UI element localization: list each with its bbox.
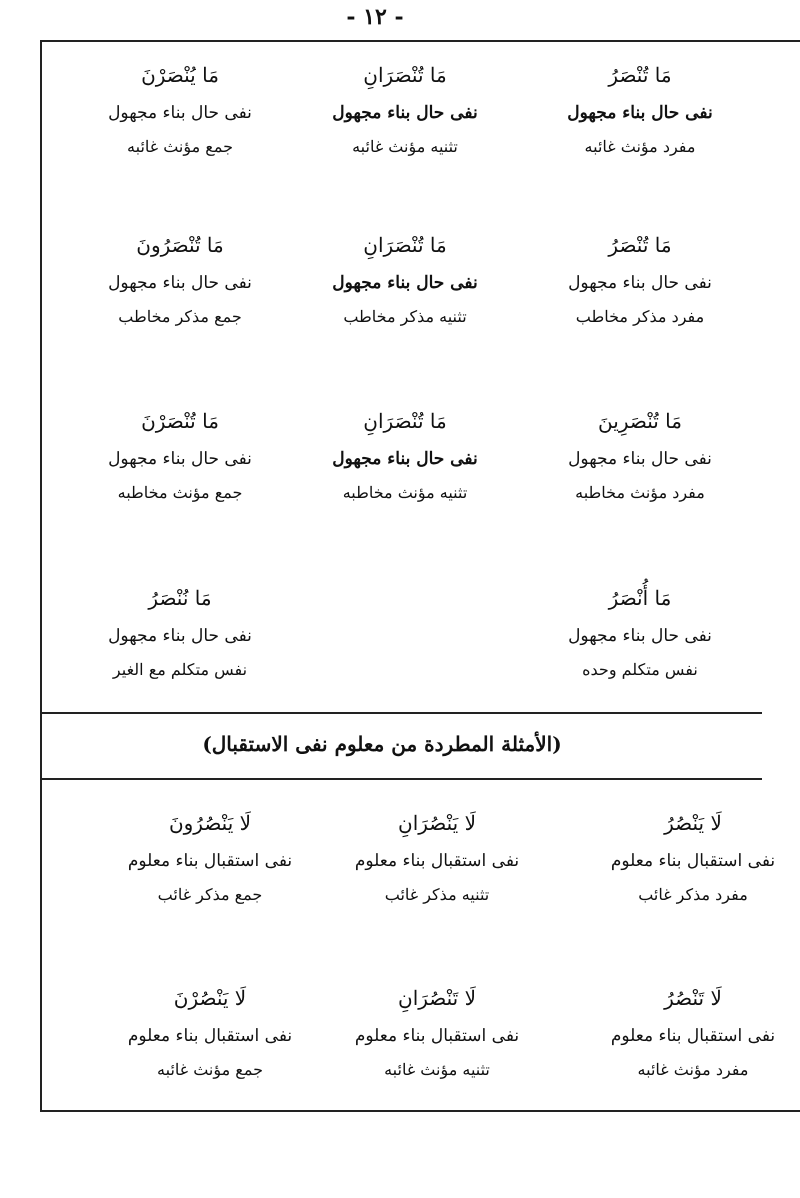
verb-person: نفس متكلم مع الغير [112,660,248,679]
section-heading-band [42,712,762,780]
verb-description: نفى استقبال بناء معلوم [354,1026,520,1046]
verb-person: جمع مؤنث مخاطبه [117,483,243,502]
table-cell [332,985,542,1081]
table-cell [588,810,798,906]
verb-person: مفرد مذكر غائب [638,885,748,904]
verb-person: تثنيه مذكر غائب [384,885,490,904]
verb-description: نفى استقبال بناء معلوم [127,1026,293,1046]
verb-person: جمع مذكر مخاطب [118,307,242,326]
verb-description: نفى حال بناء مجهول [332,449,478,469]
verb-description: نفى استقبال بناء معلوم [610,1026,776,1046]
verb-form: مَا تُنْصَرَانِ [363,409,447,433]
verb-form: لَا يَنْصُرَانِ [398,811,476,835]
verb-description: نفى استقبال بناء معلوم [354,851,520,871]
table-cell [535,232,745,328]
verb-description: نفى استقبال بناء معلوم [127,851,293,871]
table-cell [105,810,315,906]
verb-description: نفى حال بناء مجهول [108,103,252,123]
verb-form: مَا أُنْصَرُ [608,586,672,610]
verb-person: تثنيه مؤنث مخاطبه [342,483,468,502]
verb-form: لَا يَنْصُرُ [664,811,722,835]
verb-description: نفى حال بناء مجهول [568,273,712,293]
table-cell [75,62,285,158]
verb-person: تثنيه مذكر مخاطب [343,307,467,326]
verb-form: مَا يُنْصَرْنَ [141,63,219,87]
verb-form: مَا تُنْصَرَانِ [363,63,447,87]
verb-form: لَا يَنْصُرْنَ [173,986,247,1010]
table-cell [75,232,285,328]
section-heading: (الأمثلة المطردة من معلوم نفى الاستقبال) [202,732,562,756]
verb-person: مفرد مؤنث مخاطبه [575,483,705,502]
verb-person: جمع مؤنث غائبه [157,1060,263,1079]
table-cell [535,585,745,681]
page-number: - ١٢ - [346,4,404,30]
table-cell [300,62,510,158]
verb-form: مَا تُنْصَرُ [608,63,672,87]
verb-form: لَا يَنْصُرُونَ [168,811,252,835]
table-cell [300,232,510,328]
verb-form: مَا تُنْصَرِينَ [598,409,682,433]
verb-person: تثنيه مؤنث غائبه [352,137,458,156]
verb-person: جمع مذكر غائب [157,885,263,904]
verb-description: نفى استقبال بناء معلوم [610,851,776,871]
table-cell [300,408,510,504]
table-cell [75,408,285,504]
table-cell [535,62,745,158]
table-cell [75,585,285,681]
verb-form: مَا تُنْصَرْنَ [141,409,219,433]
verb-form: مَا تُنْصَرُونَ [136,233,224,257]
verb-form: لَا تَنْصُرَانِ [398,986,476,1010]
verb-form: مَا تُنْصَرَانِ [363,233,447,257]
table-cell [332,810,542,906]
verb-description: نفى حال بناء مجهول [568,626,712,646]
verb-person: مفرد مؤنث غائبه [637,1060,749,1079]
verb-person: مفرد مذكر مخاطب [575,307,705,326]
verb-description: نفى حال بناء مجهول [332,103,478,123]
verb-person: جمع مؤنث غائبه [127,137,233,156]
verb-person: تثنيه مؤنث غائبه [384,1060,490,1079]
verb-form: لَا تَنْصُرُ [664,986,722,1010]
verb-person: مفرد مؤنث غائبه [584,137,696,156]
verb-description: نفى حال بناء مجهول [108,273,252,293]
page-frame [40,40,800,1112]
verb-description: نفى حال بناء مجهول [108,626,252,646]
verb-person: نفس متكلم وحده [582,660,698,679]
table-cell [105,985,315,1081]
verb-description: نفى حال بناء مجهول [567,103,713,123]
verb-description: نفى حال بناء مجهول [332,273,478,293]
verb-description: نفى حال بناء مجهول [568,449,712,469]
table-cell [588,985,798,1081]
verb-form: مَا نُنْصَرُ [148,586,212,610]
table-cell [535,408,745,504]
verb-form: مَا تُنْصَرُ [608,233,672,257]
verb-description: نفى حال بناء مجهول [108,449,252,469]
